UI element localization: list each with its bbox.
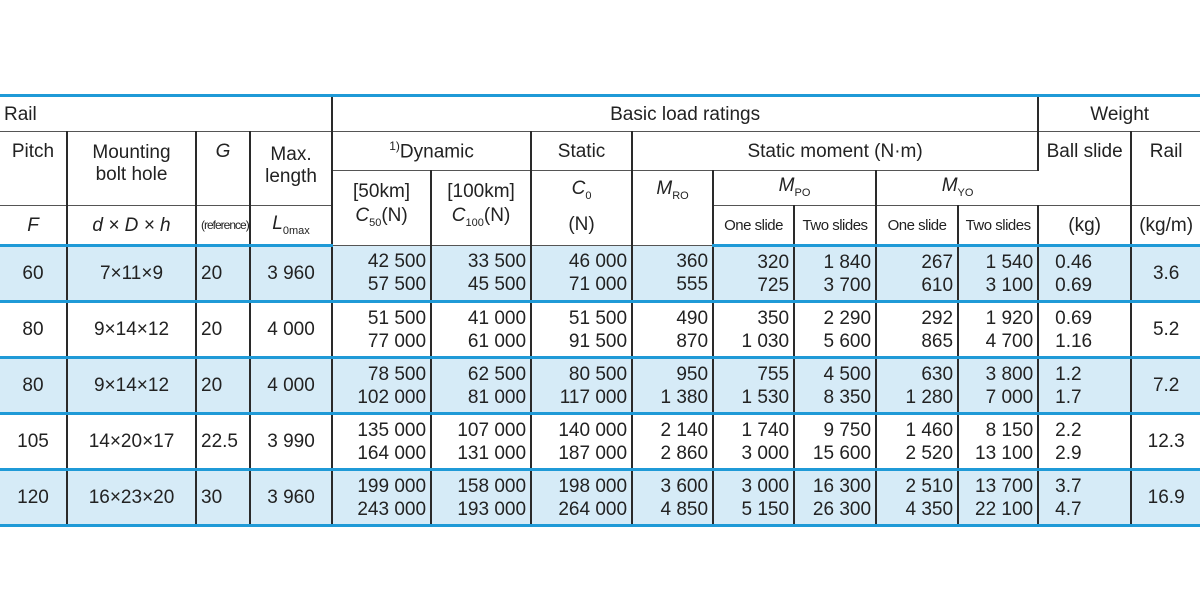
static-header: Static <box>531 132 632 171</box>
c50-sub: 50 <box>369 216 382 229</box>
cell-mpo1 <box>713 302 794 358</box>
myo2-value: 7 000 <box>985 386 1034 408</box>
mpo1-value: 1 530 <box>741 386 790 408</box>
cell-c50 <box>332 246 431 302</box>
cell-mpo1 <box>713 470 794 526</box>
cell-c50 <box>332 302 431 358</box>
bolt-hole-label: bolt hole <box>95 164 168 185</box>
reference-header: (reference) <box>196 206 250 246</box>
mpo2-value: 4 500 <box>823 363 872 385</box>
c0-value: 140 000 <box>558 419 628 441</box>
myo2-value: 3 100 <box>985 274 1034 296</box>
c100-header <box>431 171 531 246</box>
cell-pitch: 60 <box>0 246 67 302</box>
cell-c0 <box>531 414 632 470</box>
cell-c50 <box>332 358 431 414</box>
c100-value: 61 000 <box>467 330 527 352</box>
ball-value: 2.2 <box>1055 419 1082 441</box>
c50-value: 77 000 <box>367 330 427 352</box>
cell-bolt: 9×14×12 <box>67 358 196 414</box>
mpo2-value: 9 750 <box>823 419 872 441</box>
cell-myo1 <box>876 302 958 358</box>
mpo1-value: 3 000 <box>741 475 790 497</box>
myo1-value: 292 <box>921 307 954 329</box>
pitch-header: Pitch <box>0 132 67 206</box>
mro-value: 490 <box>676 307 709 329</box>
cell-c50 <box>332 470 431 526</box>
ball-value: 0.46 <box>1055 251 1093 273</box>
table-row <box>0 246 1200 302</box>
mpo1-value: 1 740 <box>741 419 790 441</box>
dxdxh-header: d × D × h <box>67 206 196 246</box>
c100-value: 158 000 <box>457 475 527 497</box>
cell-myo1 <box>876 246 958 302</box>
mpo1-value: 320 <box>757 251 790 273</box>
cell-mpo1 <box>713 414 794 470</box>
basic-load-ratings-header: Basic load ratings <box>332 96 1038 132</box>
rail-group-header: Rail <box>0 96 332 132</box>
mpo1-value: 350 <box>757 307 790 329</box>
c100-value: 41 000 <box>467 307 527 329</box>
ball-value: 4.7 <box>1055 498 1082 520</box>
c0-value: 198 000 <box>558 475 628 497</box>
mro-value: 2 140 <box>660 419 709 441</box>
cell-ball <box>1038 470 1131 526</box>
ball-slide-header: Ball slide <box>1038 132 1131 206</box>
mpo-sub: PO <box>794 186 811 199</box>
mpo2-value: 1 840 <box>823 251 872 273</box>
dynamic-label: Dynamic <box>399 141 474 163</box>
myo2-value: 3 800 <box>985 363 1034 385</box>
cell-c0 <box>531 246 632 302</box>
cell-len: 4 000 <box>250 358 332 414</box>
table-row <box>0 302 1200 358</box>
cell-mpo2 <box>794 414 876 470</box>
c0-value: 264 000 <box>558 498 628 520</box>
max-length-header <box>250 132 332 206</box>
cell-g: 20 <box>196 246 250 302</box>
cell-len: 3 960 <box>250 470 332 526</box>
load-ratings-table <box>0 94 1200 527</box>
myo1-value: 865 <box>921 330 954 352</box>
mpo1-value: 5 150 <box>741 498 790 520</box>
c50-value: 51 500 <box>367 307 427 329</box>
cell-mpo2 <box>794 470 876 526</box>
cell-mro <box>632 470 713 526</box>
cell-c100 <box>431 302 531 358</box>
ball-value: 0.69 <box>1055 274 1093 296</box>
cell-c100 <box>431 358 531 414</box>
mpo2-value: 15 600 <box>812 442 872 464</box>
max-label: Max. <box>270 144 312 165</box>
cell-ball <box>1038 246 1131 302</box>
ball-value: 0.69 <box>1055 307 1093 329</box>
c0-symbol: C <box>571 177 586 199</box>
cell-myo1 <box>876 470 958 526</box>
ball-value: 1.2 <box>1055 363 1082 385</box>
mro-value: 2 860 <box>660 442 709 464</box>
myo1-value: 630 <box>921 363 954 385</box>
mpo1-value: 755 <box>757 363 790 385</box>
cell-bolt: 7×11×9 <box>67 246 196 302</box>
kgm-unit-header: (kg/m) <box>1131 206 1200 246</box>
cell-c0 <box>531 302 632 358</box>
length-label: length <box>265 166 317 187</box>
cell-rail: 3.6 <box>1131 246 1200 302</box>
mounting-bolt-hole-header <box>67 132 196 206</box>
km50-label: [50km] <box>353 180 411 202</box>
c50-value: 42 500 <box>367 251 427 272</box>
myo1-value: 610 <box>921 274 954 296</box>
c50-value: 243 000 <box>357 498 427 520</box>
c0-header <box>531 171 632 246</box>
c0-value: 51 500 <box>568 307 628 329</box>
cell-rail: 5.2 <box>1131 302 1200 358</box>
c100-value: 193 000 <box>457 498 527 520</box>
c50-value: 164 000 <box>357 442 427 464</box>
mpo1-value: 3 000 <box>741 442 790 464</box>
c100-value: 33 500 <box>467 251 527 272</box>
cell-mpo1 <box>713 246 794 302</box>
c0-value: 187 000 <box>558 442 628 464</box>
table-row <box>0 470 1200 526</box>
myo1-value: 1 460 <box>905 419 954 441</box>
cell-myo2 <box>958 246 1038 302</box>
cell-pitch: 80 <box>0 358 67 414</box>
myo2-value: 22 100 <box>975 498 1034 520</box>
cell-rail: 12.3 <box>1131 414 1200 470</box>
cell-rail: 16.9 <box>1131 470 1200 526</box>
c100-symbol: C <box>451 204 466 226</box>
c50-value: 78 500 <box>367 363 427 385</box>
mro-value: 360 <box>676 251 709 272</box>
cell-mro <box>632 358 713 414</box>
cell-g: 20 <box>196 358 250 414</box>
c50-unit: (N) <box>381 204 408 226</box>
cell-len: 4 000 <box>250 302 332 358</box>
c0-value: 91 500 <box>568 330 628 352</box>
c50-value: 102 000 <box>357 386 427 408</box>
static-moment-header: Static moment (N·m) <box>632 132 1038 171</box>
c50-symbol: C <box>355 204 370 226</box>
myo-sub: YO <box>957 186 974 199</box>
c0-sub: 0 <box>585 189 592 202</box>
c0-value: 80 500 <box>568 363 628 385</box>
mro-value: 3 600 <box>660 475 709 497</box>
cell-ball <box>1038 358 1131 414</box>
dynamic-footnote: 1) <box>389 139 400 154</box>
myo2-value: 1 920 <box>985 307 1034 329</box>
table-body <box>0 246 1200 526</box>
mro-value: 4 850 <box>660 498 709 520</box>
rail-weight-header: Rail <box>1131 132 1200 206</box>
kg-unit-header: (kg) <box>1038 206 1131 246</box>
c100-value: 62 500 <box>467 363 527 385</box>
lomax-sub: 0max <box>282 224 310 237</box>
cell-myo2 <box>958 302 1038 358</box>
c100-value: 131 000 <box>457 442 527 464</box>
ball-value: 1.7 <box>1055 386 1082 408</box>
lomax-header <box>250 206 332 246</box>
mpo2-value: 8 350 <box>823 386 872 408</box>
c50-value: 57 500 <box>367 274 427 295</box>
myo2-value: 13 100 <box>975 442 1034 464</box>
c0-value: 71 000 <box>568 274 628 295</box>
c0-unit: (N) <box>568 214 595 236</box>
cell-myo1 <box>876 414 958 470</box>
mro-sub: RO <box>672 189 689 202</box>
mro-value: 950 <box>676 363 709 385</box>
myo-header <box>876 171 1038 206</box>
myo2-value: 4 700 <box>985 330 1034 352</box>
c50-header <box>332 171 431 246</box>
c100-unit: (N) <box>483 204 511 226</box>
cell-myo2 <box>958 358 1038 414</box>
cell-ball <box>1038 414 1131 470</box>
table-row <box>0 414 1200 470</box>
myo1-value: 4 350 <box>905 498 954 520</box>
cell-c0 <box>531 470 632 526</box>
cell-pitch: 80 <box>0 302 67 358</box>
myo2-value: 13 700 <box>975 475 1034 497</box>
c0-value: 117 000 <box>559 386 628 408</box>
cell-mro <box>632 414 713 470</box>
myo1-value: 2 510 <box>905 475 954 497</box>
ball-value: 3.7 <box>1055 475 1082 497</box>
mpo2-value: 3 700 <box>823 274 872 296</box>
mro-header <box>632 171 713 246</box>
cell-g: 20 <box>196 302 250 358</box>
cell-g: 22.5 <box>196 414 250 470</box>
km100-label: [100km] <box>447 180 515 202</box>
cell-mpo1 <box>713 358 794 414</box>
cell-bolt: 14×20×17 <box>67 414 196 470</box>
myo2-value: 1 540 <box>985 251 1034 273</box>
cell-bolt: 9×14×12 <box>67 302 196 358</box>
mpo-header <box>713 171 876 206</box>
cell-rail: 7.2 <box>1131 358 1200 414</box>
mpo2-value: 26 300 <box>812 498 872 520</box>
mpo1-value: 1 030 <box>741 330 790 352</box>
mpo2-value: 16 300 <box>812 475 872 497</box>
mpo2-value: 2 290 <box>823 307 872 329</box>
table-row <box>0 358 1200 414</box>
c50-value: 135 000 <box>357 419 427 441</box>
myo1-value: 2 520 <box>905 442 954 464</box>
c100-sub: 100 <box>465 216 484 229</box>
c100-value: 107 000 <box>457 419 527 441</box>
weight-header: Weight <box>1038 96 1200 132</box>
cell-myo2 <box>958 470 1038 526</box>
myo-two-slides-header: Two slides <box>958 206 1038 246</box>
cell-c100 <box>431 246 531 302</box>
ball-value: 1.16 <box>1055 330 1093 352</box>
cell-mpo2 <box>794 246 876 302</box>
myo-one-slide-header: One slide <box>876 206 958 246</box>
cell-bolt: 16×23×20 <box>67 470 196 526</box>
ball-value: 2.9 <box>1055 442 1082 464</box>
cell-c50 <box>332 414 431 470</box>
cell-pitch: 105 <box>0 414 67 470</box>
myo1-value: 1 280 <box>905 386 954 408</box>
myo-symbol: M <box>941 174 958 196</box>
cell-c100 <box>431 414 531 470</box>
cell-pitch: 120 <box>0 470 67 526</box>
c100-value: 81 000 <box>467 386 527 408</box>
mpo-one-slide-header: One slide <box>713 206 794 246</box>
mro-value: 555 <box>676 274 709 295</box>
g-header: G <box>196 132 250 206</box>
c50-value: 199 000 <box>357 475 427 497</box>
cell-c100 <box>431 470 531 526</box>
mro-value: 1 380 <box>660 386 709 408</box>
mounting-label: Mounting <box>92 142 171 163</box>
mpo-two-slides-header: Two slides <box>794 206 876 246</box>
mpo1-value: 725 <box>757 274 790 296</box>
f-symbol-header: F <box>0 206 67 246</box>
mro-symbol: M <box>656 178 673 199</box>
cell-ball <box>1038 302 1131 358</box>
cell-mpo2 <box>794 358 876 414</box>
cell-len: 3 960 <box>250 246 332 302</box>
cell-g: 30 <box>196 470 250 526</box>
c100-value: 45 500 <box>467 274 527 295</box>
cell-myo1 <box>876 358 958 414</box>
lomax-symbol: L <box>272 212 283 234</box>
cell-mpo2 <box>794 302 876 358</box>
cell-mro <box>632 246 713 302</box>
mro-value: 870 <box>676 330 709 352</box>
dynamic-header <box>332 132 531 171</box>
cell-len: 3 990 <box>250 414 332 470</box>
cell-mro <box>632 302 713 358</box>
c0-value: 46 000 <box>568 251 628 272</box>
cell-c0 <box>531 358 632 414</box>
mpo2-value: 5 600 <box>823 330 872 352</box>
myo1-value: 267 <box>921 251 954 273</box>
myo2-value: 8 150 <box>985 419 1034 441</box>
cell-myo2 <box>958 414 1038 470</box>
mpo-symbol: M <box>778 174 795 196</box>
